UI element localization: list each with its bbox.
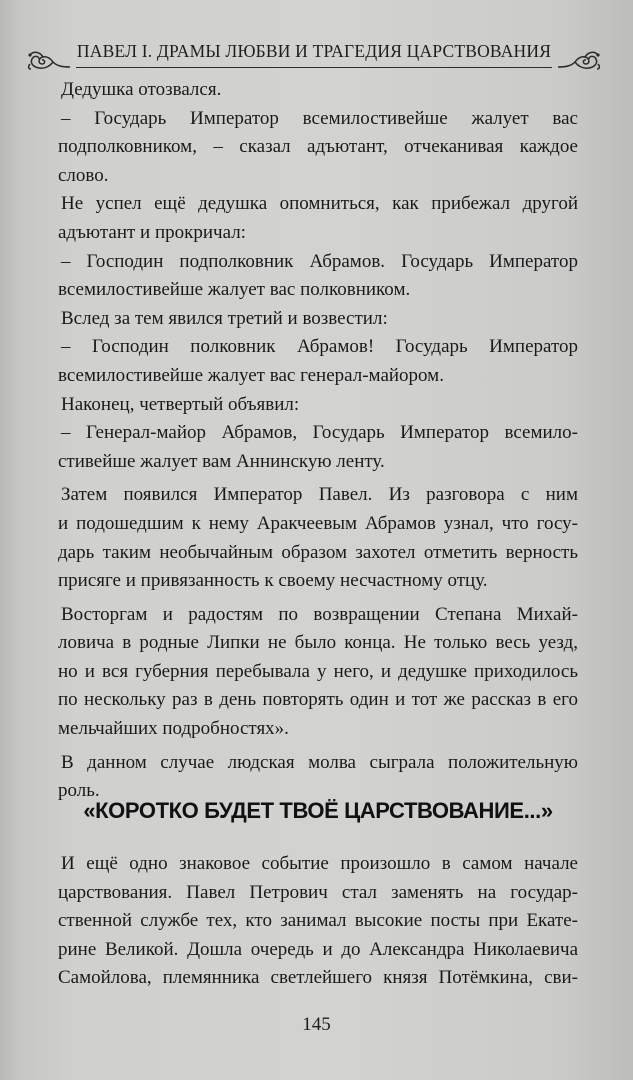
text-line: Вслед за тем явился третий и возвестил: (61, 307, 388, 329)
body-text-continued (58, 850, 578, 993)
text-line: присяге и привязанность к своему несчастному отцу. (58, 570, 488, 592)
text-line: всемилостивейше жалует вас генерал-майором. (58, 364, 444, 386)
text-line: В данном случае людская молва сыграла положительную (61, 751, 578, 773)
section-heading: «КОРОТКО БУДЕТ ТВОЁ ЦАРСТВОВАНИЕ...» (83, 798, 553, 823)
text-line: но и вся губерния перебывала у него, и дедушке приходилось (58, 660, 578, 682)
text-line: стивейше жалует вам Аннинскую ленту. (58, 450, 385, 472)
text-line: Не успел ещё дедушка опомниться, как прибежал другой (61, 193, 578, 215)
scroll-ornament-icon (556, 48, 602, 72)
text-line: ловича в родные Липки не было конца. Не только весь уезд, (58, 632, 578, 654)
body-text (58, 76, 578, 806)
text-line: – Государь Император всемилостивейше жалует вас (61, 107, 578, 129)
text-line: слово. (58, 164, 109, 186)
page-header (26, 40, 602, 76)
text-line: подполковником, – сказал адъютант, отчеканивая каждое (58, 136, 578, 158)
header-rule (76, 67, 552, 68)
text-line: мельчайших подробностях». (58, 718, 289, 740)
page-number: 145 (302, 1014, 331, 1035)
text-line: – Генерал-майор Абрамов, Государь Император всемило- (61, 422, 578, 444)
text-line: – Господин подполковник Абрамов. Государь Император (61, 250, 578, 272)
text-line: Дедушка отозвался. (61, 79, 222, 100)
text-line: – Господин полковник Абрамов! Государь Император (61, 336, 578, 358)
text-line: всемилостивейше жалует вас полковником. (58, 279, 411, 301)
text-line: И ещё одно знаковое событие произошло в самом начале (61, 853, 578, 874)
text-line: и подошедшим к нему Аракчеевым Абрамов узнал, что госу- (58, 512, 578, 534)
running-head: ПАВЕЛ I. ДРАМЫ ЛЮБВИ И ТРАГЕДИЯ ЦАРСТВОВАНИЯ (76, 41, 552, 61)
text-line: по нескольку раз в день повторять один и тот же рассказ в его (58, 689, 578, 711)
text-line: роль. (58, 780, 100, 802)
text-line: Затем появился Император Павел. Из разговора с ним (61, 484, 578, 506)
text-line: царствования. Павел Петрович стал заменять на государ- (58, 881, 578, 903)
text-line: ственной службе тех, кто занимал высокие посты при Екате- (58, 910, 578, 932)
text-line: Наконец, четвертый объявил: (61, 393, 300, 415)
text-line: Самойлова, племянника светлейшего князя Потёмкина, сви- (58, 967, 578, 989)
text-line: адъютант и прокричал: (58, 221, 246, 243)
text-line: рине Великой. Дошла очередь и до Александра Николаевича (58, 938, 578, 960)
text-line: дарь таким необычайным образом захотел отметить верность (58, 541, 578, 563)
text-line: Восторгам и радостям по возвращении Степана Михай- (61, 603, 578, 625)
